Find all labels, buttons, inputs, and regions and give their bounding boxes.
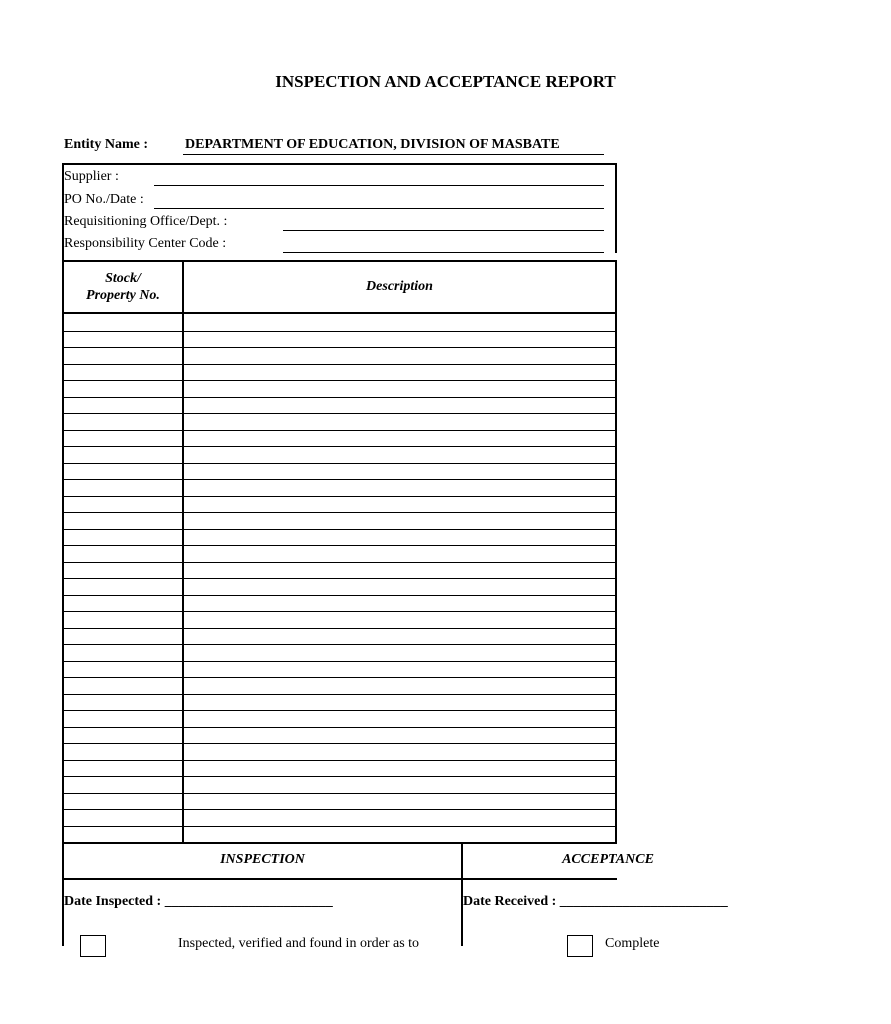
inspection-header: INSPECTION	[220, 852, 305, 867]
table-row[interactable]	[62, 380, 617, 381]
date-received-field[interactable]: Date Received : ________________________	[463, 894, 728, 909]
stock-header-line1: Stock/	[105, 271, 141, 286]
table-row[interactable]	[62, 595, 617, 596]
header-box-right-border	[615, 163, 617, 253]
inspection-section-top	[62, 842, 617, 844]
table-row[interactable]	[62, 793, 617, 794]
date-inspected-field[interactable]: Date Inspected : ________________________	[64, 894, 333, 909]
stock-property-header	[64, 270, 182, 304]
table-row[interactable]	[62, 710, 617, 711]
entity-name-underline	[183, 154, 604, 155]
table-row[interactable]	[62, 578, 617, 579]
requisitioning-office-field[interactable]	[283, 230, 604, 231]
table-row[interactable]	[62, 694, 617, 695]
responsibility-center-field[interactable]	[283, 252, 604, 253]
table-row[interactable]	[62, 545, 617, 546]
table-row[interactable]	[62, 677, 617, 678]
entity-name-label: Entity Name :	[64, 137, 148, 152]
table-row[interactable]	[62, 397, 617, 398]
bottom-cutoff	[0, 930, 660, 951]
table-row[interactable]	[62, 512, 617, 513]
table-row[interactable]	[62, 611, 617, 612]
po-date-field[interactable]	[154, 208, 604, 209]
table-row[interactable]	[62, 347, 617, 348]
items-table-header-separator	[62, 312, 617, 314]
complete-text: Complete	[605, 936, 660, 951]
table-row[interactable]	[62, 446, 617, 447]
table-row[interactable]	[62, 661, 617, 662]
description-header: Description	[366, 279, 433, 294]
table-row[interactable]	[62, 628, 617, 629]
inspection-header-separator	[62, 878, 617, 880]
table-row[interactable]	[62, 743, 617, 744]
supplier-field[interactable]	[154, 185, 604, 186]
table-row[interactable]	[62, 826, 617, 827]
table-row[interactable]	[62, 496, 617, 497]
acceptance-header: ACCEPTANCE	[562, 852, 654, 867]
table-row[interactable]	[62, 529, 617, 530]
supplier-label: Supplier :	[64, 169, 119, 184]
inspected-verified-text: Inspected, verified and found in order as to	[178, 936, 420, 951]
table-row[interactable]	[62, 479, 617, 480]
table-row[interactable]	[62, 331, 617, 332]
responsibility-center-label: Responsibility Center Code :	[64, 236, 227, 251]
property-no-header-line2: Property No.	[86, 288, 160, 303]
page-title: INSPECTION AND ACCEPTANCE REPORT	[275, 72, 616, 91]
table-row[interactable]	[62, 463, 617, 464]
table-row[interactable]	[62, 760, 617, 761]
entity-name-value: DEPARTMENT OF EDUCATION, DIVISION OF MASBATE	[185, 137, 560, 152]
table-row[interactable]	[62, 727, 617, 728]
requisitioning-office-label: Requisitioning Office/Dept. :	[64, 214, 228, 229]
table-row[interactable]	[62, 776, 617, 777]
table-row[interactable]	[62, 430, 617, 431]
table-row[interactable]	[62, 809, 617, 810]
table-row[interactable]	[62, 413, 617, 414]
table-row[interactable]	[62, 644, 617, 645]
po-date-label: PO No./Date :	[64, 192, 144, 207]
table-row[interactable]	[62, 364, 617, 365]
table-row[interactable]	[62, 562, 617, 563]
